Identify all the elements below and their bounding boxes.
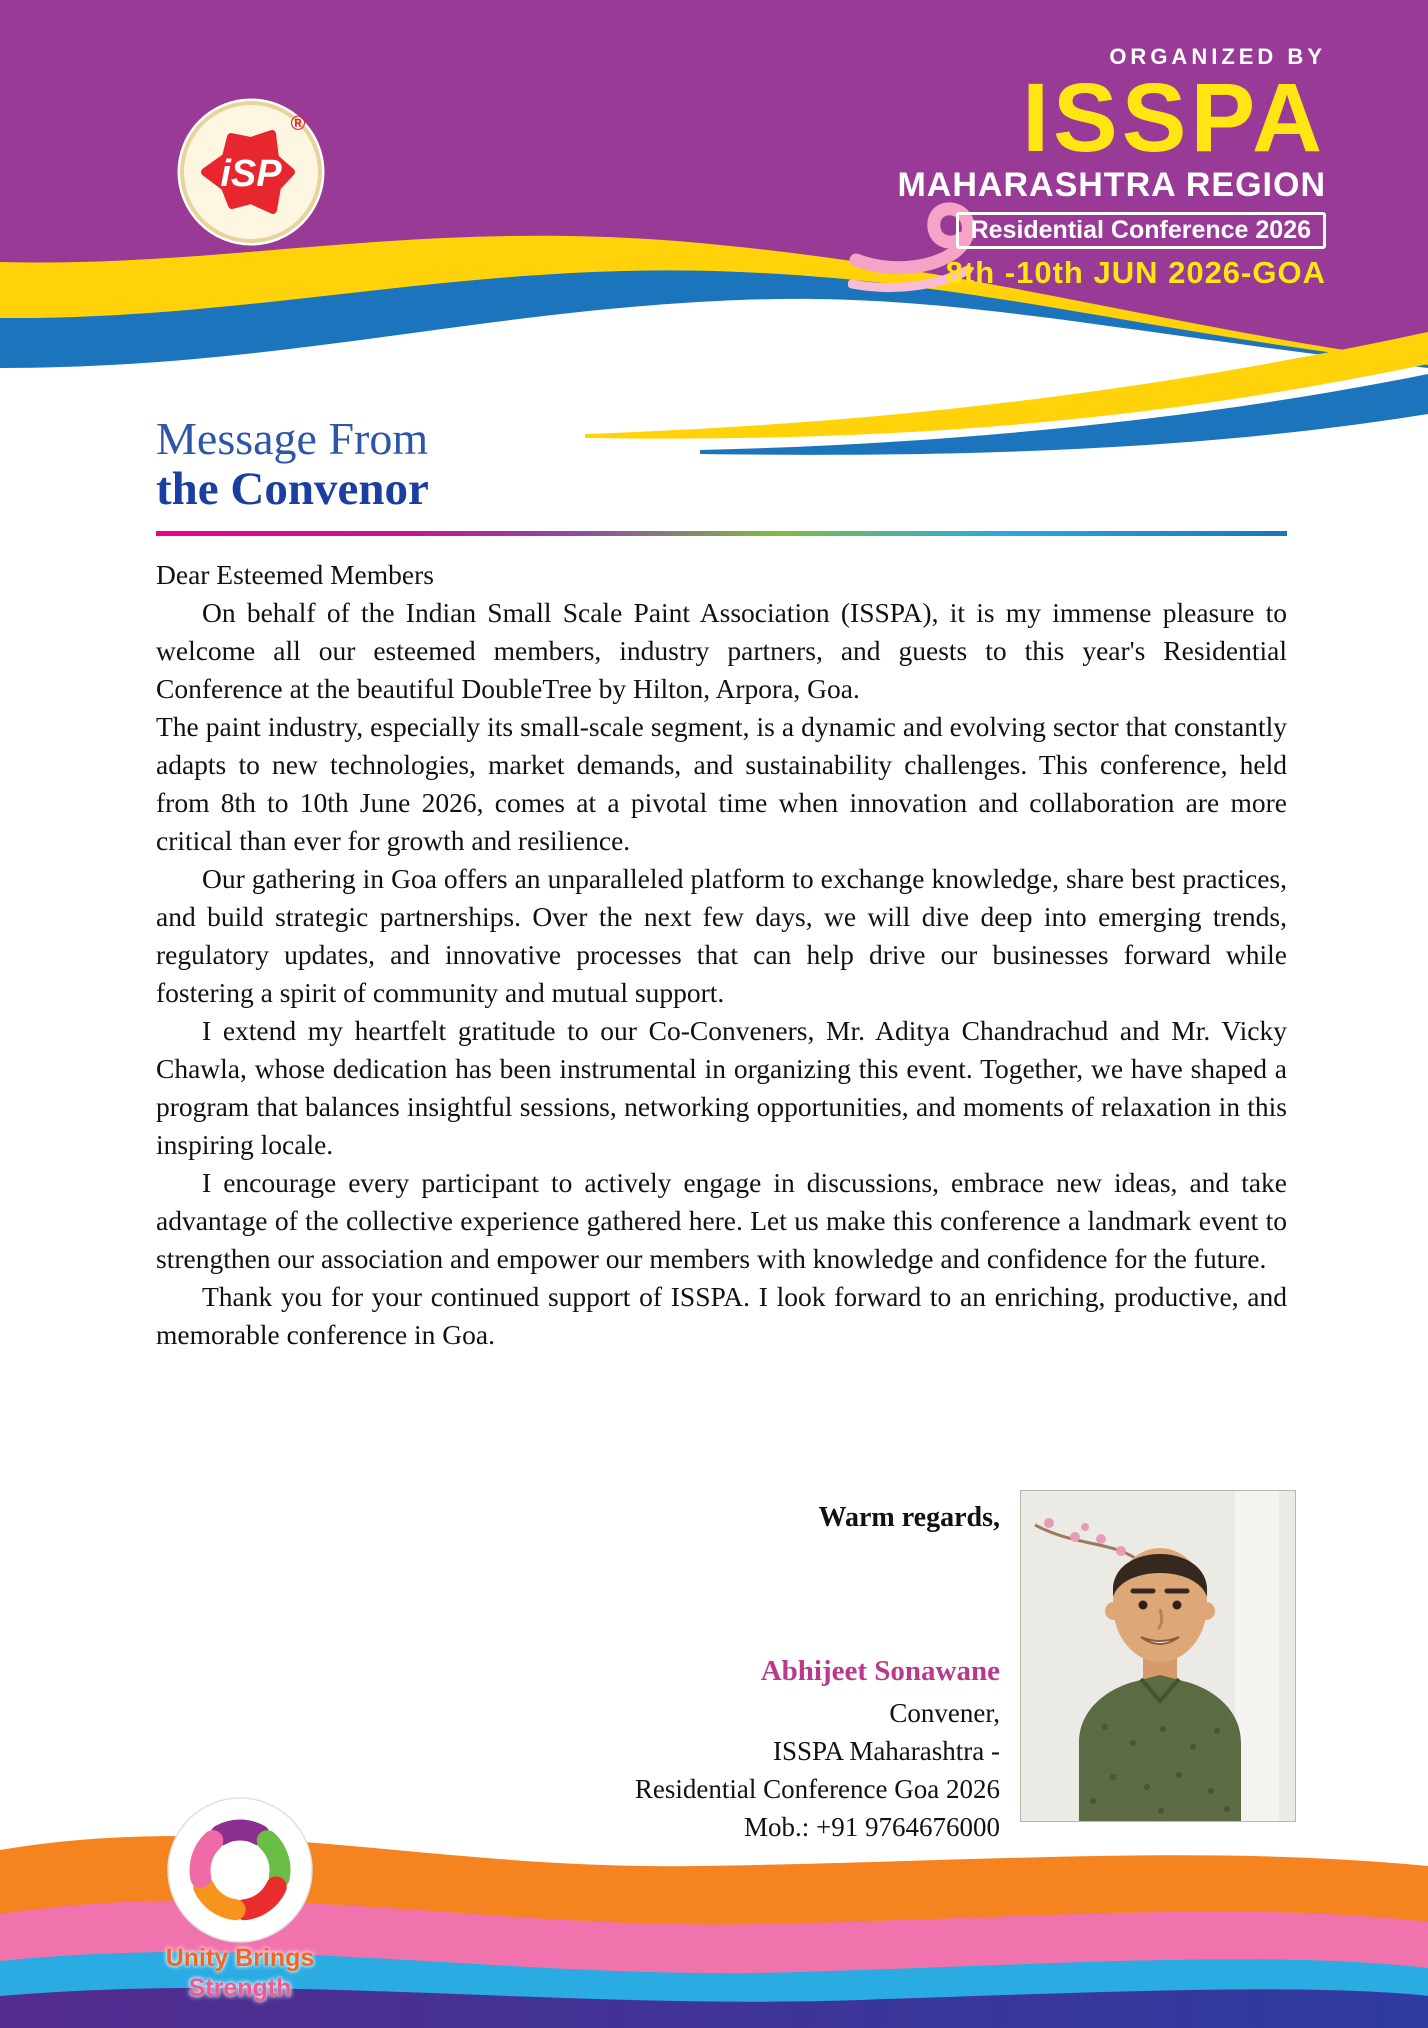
letter-paragraph: Our gathering in Goa offers an unparalleled platform to exchange knowledge, share best practices, and build strategic partnerships. Over the next few days, we will dive deep into emerging trends, regulatory updates, and innovative processes that can help drive our businesses forward while fostering a spirit of community and mutual support.: [156, 863, 1287, 1008]
title-gradient-rule: [156, 531, 1287, 536]
letter-paragraph: On behalf of the Indian Small Scale Paint Association (ISSPA), it is my immense pleasure to welcome all our esteemed members, industry partners, and guests to this year's Residential Conference at the beautiful DoubleTree by Hilton, Arpora, Goa.: [156, 597, 1287, 704]
header-text-block: [897, 44, 1326, 291]
letter-paragraph: I extend my heartfelt gratitude to our Co-Conveners, Mr. Aditya Chandrachud and Mr. Vicky Chawla, whose dedication has been instrumental in organizing this event. Together, we have shaped a program that balances insightful sessions, networking opportunities, and moments of relaxation in this inspiring locale.: [156, 1015, 1287, 1160]
unity-tagline: [110, 1944, 370, 2003]
signer-event: Residential Conference Goa 2026: [634, 1774, 1000, 1804]
unity-tagline-line1: Unity Brings: [165, 1944, 315, 1972]
page-title: [156, 414, 429, 514]
isspa-wordmark: ISSPA: [1022, 63, 1326, 172]
page-title-line2: the Convenor: [156, 462, 429, 515]
conference-dates: 8th -10th JUN 2026-GOA: [945, 255, 1326, 291]
conference-badge: Residential Conference 2026: [956, 212, 1326, 249]
signer-name: Abhijeet Sonawane: [760, 1655, 1000, 1687]
unity-hands-logo: [166, 1796, 314, 1944]
isspa-logo-letters: iSP: [220, 153, 282, 195]
isspa-logo: [176, 96, 326, 246]
signer-org: ISSPA Maharashtra -: [773, 1736, 1000, 1766]
signer-mobile: Mob.: +91 9764676000: [744, 1812, 1000, 1842]
organized-by-label: ORGANIZED BY: [1109, 44, 1326, 69]
page-title-line1: Message From: [156, 413, 429, 464]
letter-paragraph: Thank you for your continued support of ISSPA. I look forward to an enriching, productive, and memorable conference in Goa.: [156, 1281, 1287, 1350]
letter-body: [156, 556, 1287, 1354]
closing-line: Warm regards,: [818, 1502, 1000, 1533]
salutation: Dear Esteemed Members: [156, 559, 434, 590]
registered-trademark-icon: ®: [290, 113, 306, 135]
unity-tagline-line2: Strength: [188, 1973, 292, 2002]
region-label: MAHARASHTRA REGION: [897, 166, 1326, 205]
letter-paragraph: I encourage every participant to actively engage in discussions, embrace new ideas, and take advantage of the collective experience gathered here. Let us make this conference a landmark event to strengthen our association and empower our members with knowledge and confidence for the future.: [156, 1167, 1287, 1274]
signer-role: Convener,: [889, 1698, 1000, 1728]
letter-paragraph: The paint industry, especially its small-scale segment, is a dynamic and evolving sector that constantly adapts to new technologies, market demands, and sustainability challenges. This conference, held from 8th to 10th June 2026, comes at a pivotal time when innovation and collaboration are more critical than ever for growth and resilience.: [156, 711, 1287, 856]
